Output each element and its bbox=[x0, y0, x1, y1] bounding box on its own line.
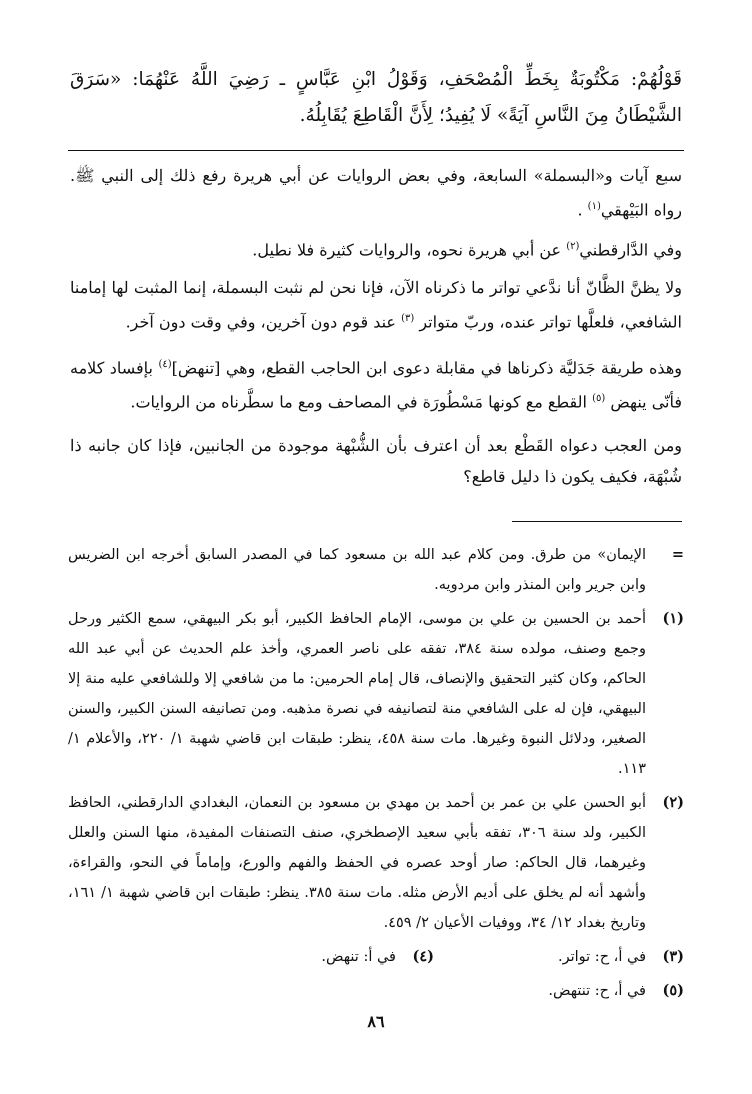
footnote-number: (٣) bbox=[662, 948, 684, 965]
footnote-5 bbox=[68, 976, 684, 1006]
footnote-separator-rule bbox=[512, 521, 682, 522]
matn-quote bbox=[70, 62, 682, 134]
paragraph-3: ولا يظنَّ الظَّانّ أنا ندَّعي تواتر ما ذكرناه الآن، فإنا نحن لم نثبت البسملة، إنما المثبت لها إمامنا الشافعي، فلعلَّها تواتر عنده، وربّ متواتر $^{(٣)}$ عند قوم دون آخرين، وفي وقت دون آخر. bbox=[70, 277, 682, 331]
footnote-text: أبو الحسن علي بن عمر بن أحمد بن مهدي بن مسعود بن النعمان، البغدادي الدارقطني، الحافظ الكبير، ولد سنة ٣٠٦، تفقه بأبي سعيد الإصطخري، صنف التصنفات المفيدة، منها السنن والعلل وغيرهما، قال الحاكم: صار أوحد عصره في الحفظ والفهم والورع، وإماماً في النحو، والقراءة، وأشهد أنه لم يخلق على أديم الأرض مثله. مات سنة ٣٨٥. ينظر: طبقات ابن قاضي شهبة ١/ ١٦١، وتاريخ بغداد ١٢/ ٣٤، ووفيات الأعيان ٢/ ٤٥٩. bbox=[68, 795, 647, 931]
paragraph-4: وهذه طريقة جَدَليَّة ذكرناها في مقابلة دعوى ابن الحاجب القطع، وهي [تنهض]$^{(٤)}$ بإفساد كلامه فأنّى ينهض $^{(٥)}$ القطع مع كونها مَسْطُورَة في المصاحف ومع ما سطَّرناه من الروايات. bbox=[70, 358, 682, 412]
paragraph-5: ومن العجب دعواه القَطْع بعد أن اعترف بأن الشُّبْهة موجودة من الجانبين، فإذا كان جانبه ذا شُبْهَة، فكيف يكون ذا دليل قاطع؟ bbox=[70, 435, 682, 486]
footnote-number: (١) bbox=[662, 610, 684, 627]
footnote-text: في أ: تنهض. bbox=[321, 949, 396, 965]
footnote-ref-3[interactable]: (٣) bbox=[401, 312, 415, 324]
text-separator-rule bbox=[68, 150, 684, 151]
footnotes bbox=[68, 540, 684, 1010]
footnotes-3-4 bbox=[68, 942, 684, 972]
footnote-1 bbox=[68, 604, 684, 784]
paragraph-1: سبع آيات و«البسملة» السابعة، وفي بعض الروايات عن أبي هريرة رفع ذلك إلى النبي ﷺ. رواه البَيْهقي$^{(١)}$ . bbox=[70, 166, 682, 220]
footnote-2 bbox=[68, 788, 684, 938]
footnote-number: (٢) bbox=[662, 794, 684, 811]
footnote-3 bbox=[434, 942, 684, 972]
page-number: ٨٦ bbox=[367, 1012, 385, 1031]
paragraph-2: وفي الدَّارقطني$^{(٢)}$ عن أبي هريرة نحوه، والروايات كثيرة فلا نطيل. bbox=[252, 240, 682, 260]
footnote-ref-1[interactable]: (١) bbox=[587, 201, 601, 212]
continuation-mark: = bbox=[671, 546, 684, 563]
footnote-continuation bbox=[68, 540, 684, 600]
footnote-number: (٥) bbox=[662, 982, 684, 999]
matn-text: قَوْلُهُمْ: مَكْتُوبَةٌ بِخَطِّ الْمُصْحَفِ، وَقَوْلُ ابْنِ عَبَّاسٍ ـ رَضِيَ اللَّهُ عَنْهُمَا: «سَرَقَ الشَّيْطَانُ مِنَ النَّاسِ آيَةً» لَا يُفِيدُ؛ لِأَنَّ الْقَاطِعَ يُقَابِلُهُ. bbox=[70, 69, 682, 126]
footnote-number: (٤) bbox=[412, 948, 434, 965]
footnote-text: في أ، ح: تواتر. bbox=[558, 949, 646, 965]
footnote-text: في أ، ح: تنتهض. bbox=[548, 983, 646, 999]
footnote-text: أحمد بن الحسين بن علي بن موسى، الإمام الحافظ الكبير، أبو بكر البيهقي، سمع الكثير ورحل وجمع وصنف، مولده سنة ٣٨٤، تفقه على ناصر العمري، وأخذ علم الحديث عن أبي عبد الله الحاكم، وكان كثير التحقيق والإنصاف، قال إمام الحرمين: ما من شافعي إلا وللشافعي عليه منة إلا البيهقي، فإن له على الشافعي منة لتصانيفه في نصرة مذهبه. ومن تصانيفه السنن الكبير، والسنن الصغير، ودلائل النبوة وغيرها. مات سنة ٤٥٨، ينظر: طبقات ابن قاضي شهبة ١/ ٢٢٠، والأعلام ١/ ١١٣. bbox=[68, 611, 646, 777]
footnote-ref-2[interactable]: (٢) bbox=[566, 241, 580, 253]
footnote-ref-5[interactable]: (٥) bbox=[592, 393, 606, 405]
footnote-ref-4[interactable]: (٤) bbox=[158, 358, 172, 370]
footnote-4 bbox=[184, 942, 434, 972]
commentary-body bbox=[70, 160, 682, 498]
footnote-text: الإيمان» من طرق. ومن كلام عبد الله بن مسعود كما في المصدر السابق أخرجه ابن الضريس وابن جرير وابن المنذر وابن مردويه. bbox=[68, 547, 646, 593]
